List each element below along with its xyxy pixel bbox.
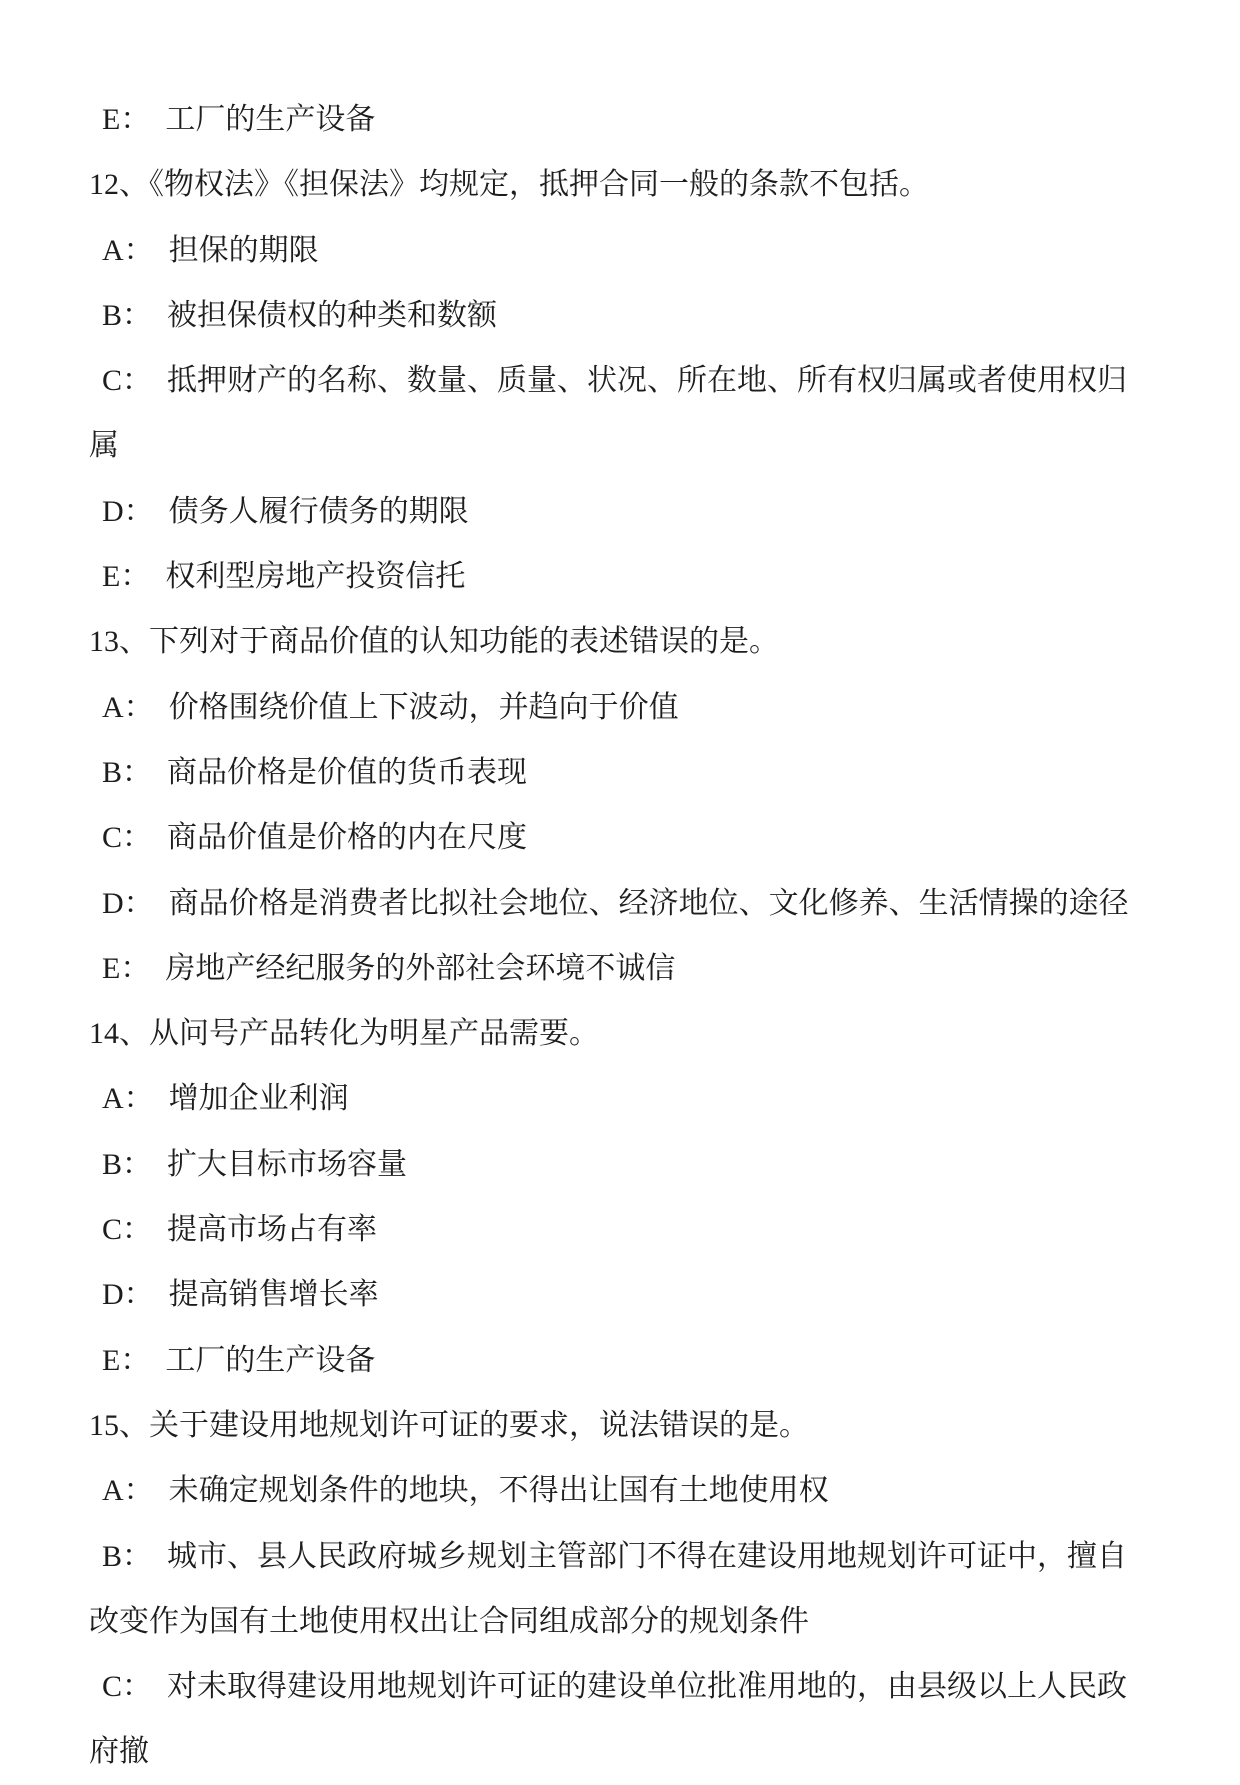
option-text: 扩大目标市场容量 (167, 1147, 408, 1181)
option-letter: D (102, 494, 124, 528)
option-line (89, 1132, 1152, 1197)
question-stem (89, 1393, 1152, 1458)
option-colon: ： (122, 298, 168, 332)
option-line (89, 936, 1152, 1001)
option-text: 商品价格是消费者比拟社会地位、经济地位、文化修养、生活情操的途径 (168, 886, 1129, 920)
option-text: 商品价值是价格的内在尺度 (167, 821, 528, 855)
option-letter: E (102, 103, 121, 136)
option-text: 工厂的生产设备 (165, 103, 376, 136)
option-colon: ： (122, 1670, 168, 1704)
option-text: 房地产经纪服务的外部社会环境不诚信 (165, 951, 676, 985)
option-line (89, 283, 1152, 348)
question-stem (89, 152, 1152, 217)
option-line (89, 805, 1152, 870)
option-colon: ： (120, 103, 166, 136)
option-line (89, 1066, 1152, 1131)
option-letter: C (102, 1213, 123, 1247)
question-stem-text: 关于建设用地规划许可证的要求，说法错误的是。 (149, 1408, 809, 1442)
option-line (89, 1328, 1152, 1393)
option-text: 被担保债权的种类和数额 (167, 298, 498, 332)
option-line (89, 479, 1152, 544)
question-number-separator: 、 (119, 1408, 149, 1442)
option-line (89, 871, 1152, 936)
option-letter: C (102, 364, 123, 398)
option-colon: ： (123, 1278, 169, 1312)
option-line (89, 87, 1152, 152)
option-colon: ： (123, 1474, 169, 1508)
option-letter: E (102, 1343, 121, 1377)
option-colon: ： (123, 1082, 169, 1116)
option-letter: B (102, 1539, 123, 1573)
question-number: 13 (89, 625, 119, 659)
option-text: 提高市场占有率 (167, 1213, 378, 1247)
option-letter: B (102, 755, 123, 789)
option-text: 未确定规划条件的地块，不得出让国有土地使用权 (168, 1474, 829, 1508)
option-line (89, 1458, 1152, 1523)
option-letter: D (102, 1278, 124, 1312)
question-number: 12 (89, 168, 119, 202)
option-text: 债务人履行债务的期限 (168, 494, 469, 528)
option-colon: ： (123, 494, 169, 528)
option-colon: ： (123, 886, 169, 920)
question-number: 14 (89, 1017, 119, 1051)
option-text: 抵押财产的名称、数量、质量、状况、所在地、所有权归属或者使用权归属 (89, 364, 1128, 463)
question-number: 15 (89, 1408, 119, 1442)
option-text: 商品价格是价值的货币表现 (167, 755, 528, 789)
option-line (89, 1262, 1152, 1327)
question-stem-text: 下列对于商品价值的认知功能的表述错误的是。 (149, 625, 779, 659)
option-letter: E (102, 951, 121, 985)
option-letter: A (102, 233, 124, 267)
question-stem-text: 从问号产品转化为明星产品需要。 (149, 1017, 599, 1051)
option-letter: C (102, 1670, 123, 1704)
option-colon: ： (123, 690, 169, 724)
option-letter: A (102, 690, 124, 724)
option-text: 提高销售增长率 (168, 1278, 379, 1312)
option-text: 城市、县人民政府城乡规划主管部门不得在建设用地规划许可证中，擅自改变作为国有土地使用权出让合同组成部分的规划条件 (89, 1539, 1128, 1638)
option-colon: ： (120, 1343, 166, 1377)
option-line (89, 544, 1152, 609)
option-letter: A (102, 1474, 124, 1508)
option-text: 工厂的生产设备 (165, 1343, 376, 1377)
option-letter: D (102, 886, 124, 920)
option-letter: B (102, 298, 123, 332)
option-text: 对未取得建设用地规划许可证的建设单位批准用地的，由县级以上人民政府撤 (89, 1670, 1128, 1769)
option-text: 增加企业利润 (168, 1082, 349, 1116)
option-line (89, 1197, 1152, 1262)
question-stem (89, 1001, 1152, 1066)
option-text: 价格围绕价值上下波动，并趋向于价值 (168, 690, 679, 724)
option-colon: ： (120, 951, 166, 985)
option-colon: ： (122, 364, 168, 398)
option-colon: ： (122, 755, 168, 789)
option-text: 权利型房地产投资信托 (165, 560, 466, 594)
question-stem-text: 《物权法》《担保法》均规定，抵押合同一般的条款不包括。 (149, 168, 929, 202)
option-line (89, 348, 1152, 479)
option-line (89, 218, 1152, 283)
question-number-separator: 、 (119, 1017, 149, 1051)
option-line (89, 1654, 1152, 1785)
option-text: 担保的期限 (168, 233, 319, 267)
option-colon: ： (123, 233, 169, 267)
question-number-separator: 、 (119, 625, 149, 659)
option-colon: ： (122, 1213, 168, 1247)
question-stem (89, 609, 1152, 674)
option-letter: A (102, 1082, 124, 1116)
option-line (89, 740, 1152, 805)
option-colon: ： (120, 560, 166, 594)
option-line (89, 675, 1152, 740)
option-colon: ： (122, 1539, 168, 1573)
option-line (89, 1524, 1152, 1655)
option-colon: ： (122, 821, 168, 855)
question-number-separator: 、 (119, 168, 149, 202)
option-colon: ： (122, 1147, 168, 1181)
option-letter: B (102, 1147, 123, 1181)
option-letter: E (102, 560, 121, 594)
option-letter: C (102, 821, 123, 855)
